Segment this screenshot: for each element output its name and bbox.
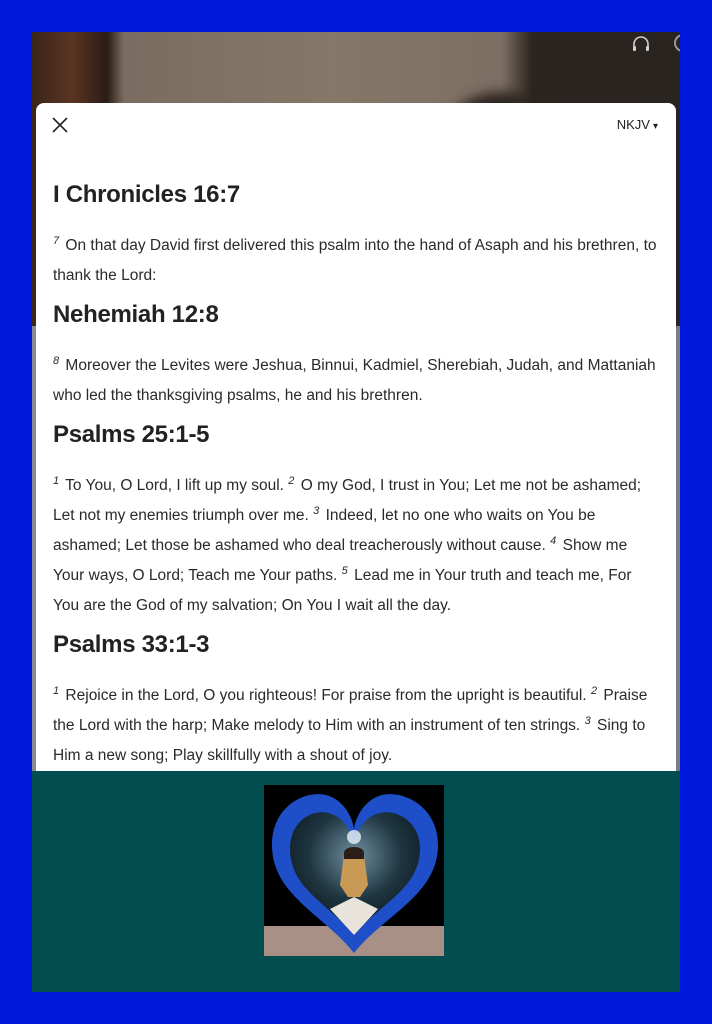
verse-number: 4 xyxy=(550,535,557,547)
headphones-icon[interactable] xyxy=(632,36,650,52)
passage-reference: Nehemiah 12:8 xyxy=(53,301,219,328)
verse-number: 2 xyxy=(288,475,295,487)
heart-icon xyxy=(264,785,444,956)
version-selector[interactable] xyxy=(617,117,658,132)
close-button[interactable] xyxy=(50,115,70,135)
verse-text: Rejoice in the Lord, O you righteous! For praise from the upright is beautiful. xyxy=(61,687,591,704)
verse-text: Sing to Him a new song; Play skillfully with a shout of joy. xyxy=(53,717,646,764)
bottom-panel xyxy=(32,771,680,992)
passage-text xyxy=(53,231,659,291)
verse-number: 7 xyxy=(53,235,60,247)
verse-text: Praise the Lord with the harp; Make melody to Him with an instrument of ten strings. xyxy=(53,687,648,734)
passage-reference: Psalms 33:1-3 xyxy=(53,631,210,658)
passage-list xyxy=(53,181,659,771)
verse-number: 8 xyxy=(53,355,60,367)
chevron-down-icon: ▾ xyxy=(652,121,658,132)
passage-text xyxy=(53,351,659,411)
heart-frame-image xyxy=(264,785,444,956)
verse-text: Show me Your ways, O Lord; Teach me Your paths. xyxy=(53,537,628,584)
passage-reference: Psalms 25:1-5 xyxy=(53,421,210,448)
scripture-modal xyxy=(36,103,676,771)
verse-text: On that day David first delivered this psalm into the hand of Asaph and his brethren, to thank the Lord: xyxy=(53,237,657,284)
verse-text: Lead me in Your truth and teach me, For You are the God of my salvation; On You I wait all the day. xyxy=(53,567,632,614)
verse-number: 5 xyxy=(341,565,348,577)
verse-number: 1 xyxy=(53,685,60,697)
verse-number: 3 xyxy=(313,505,320,517)
app-frame xyxy=(32,32,680,992)
verse-text: O my God, I trust in You; Let me not be ashamed; Let not my enemies triumph over me. xyxy=(53,477,642,524)
more-options-icon[interactable] xyxy=(674,34,680,52)
verse-number: 1 xyxy=(53,475,60,487)
verse-number: 3 xyxy=(584,715,591,727)
version-label: NKJV xyxy=(616,117,650,132)
passage-reference: I Chronicles 16:7 xyxy=(53,181,240,208)
verse-text: To You, O Lord, I lift up my soul. xyxy=(61,477,289,494)
verse-text: Moreover the Levites were Jeshua, Binnui, Kadmiel, Sherebiah, Judah, and Mattaniah who led the thanksgiving psalms, he and his brethren. xyxy=(53,357,656,404)
passage-text xyxy=(53,471,659,621)
passage-text xyxy=(53,681,659,771)
verse-number: 2 xyxy=(590,685,598,697)
close-icon xyxy=(50,115,70,135)
verse-text: Indeed, let no one who waits on You be ashamed; Let those be ashamed who deal treacherously without cause. xyxy=(53,507,596,554)
